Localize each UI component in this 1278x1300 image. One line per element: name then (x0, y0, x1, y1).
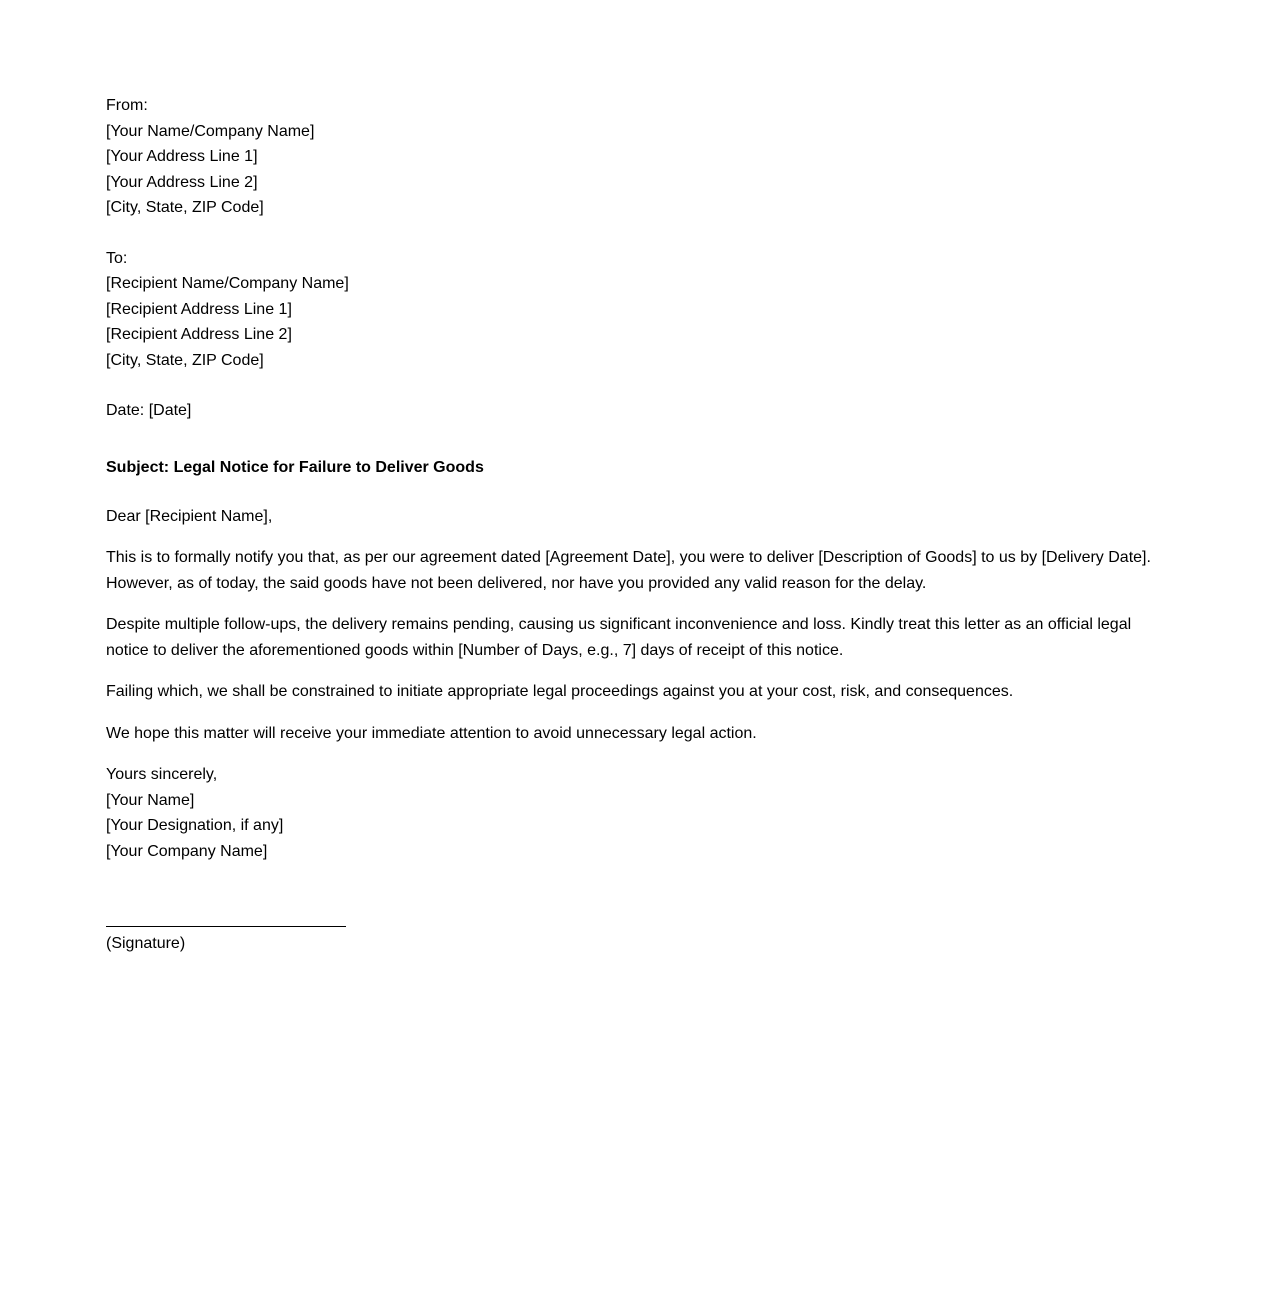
to-line: [Recipient Address Line 2] (106, 326, 292, 343)
from-label: From: (106, 97, 148, 114)
to-line: [Recipient Address Line 1] (106, 300, 292, 318)
signature-line (106, 926, 346, 927)
closing-line: [Your Designation, if any] (106, 817, 284, 834)
body-paragraph: This is to formally notify you that, as per our agreement dated [Agreement Date], you were to deliver [Description of Goods] to us by [Delivery Date]. However, as of today, the said goods have not been delivered, nor have you provided any valid reason for the delay. (106, 549, 1151, 592)
from-line: [Your Name/Company Name] (106, 122, 315, 140)
closing-block (106, 762, 1166, 864)
from-line: [Your Address Line 2] (106, 173, 258, 191)
closing-line: [Your Name] (106, 791, 195, 809)
to-line: [Recipient Name/Company Name] (106, 275, 349, 292)
from-line: [Your Address Line 1] (106, 148, 258, 165)
from-line: [City, State, ZIP Code] (106, 199, 264, 216)
from-block (106, 93, 1166, 221)
date-line: Date: [Date] (106, 402, 192, 419)
salutation: Dear [Recipient Name], (106, 507, 273, 525)
signature-label: (Signature) (106, 935, 186, 952)
body-paragraph: Failing which, we shall be constrained to initiate appropriate legal proceedings against you at your cost, risk, and consequences. (106, 683, 1014, 700)
body-paragraph: Despite multiple follow-ups, the delivery remains pending, causing us significant inconvenience and loss. Kindly treat this letter as an official legal notice to deliver the aforementioned goods within [Number of Days, e.g., 7] days of receipt of this notice. (106, 616, 1132, 659)
closing-line: [Your Company Name] (106, 842, 268, 860)
body-paragraph: We hope this matter will receive your immediate attention to avoid unnecessary legal action. (106, 724, 757, 742)
to-line: [City, State, ZIP Code] (106, 351, 264, 369)
letter-document (106, 93, 1166, 956)
subject-line: Subject: Legal Notice for Failure to Deliver Goods (106, 458, 484, 476)
to-block (106, 246, 1166, 374)
closing-line: Yours sincerely, (106, 766, 218, 783)
to-label: To: (106, 249, 128, 267)
